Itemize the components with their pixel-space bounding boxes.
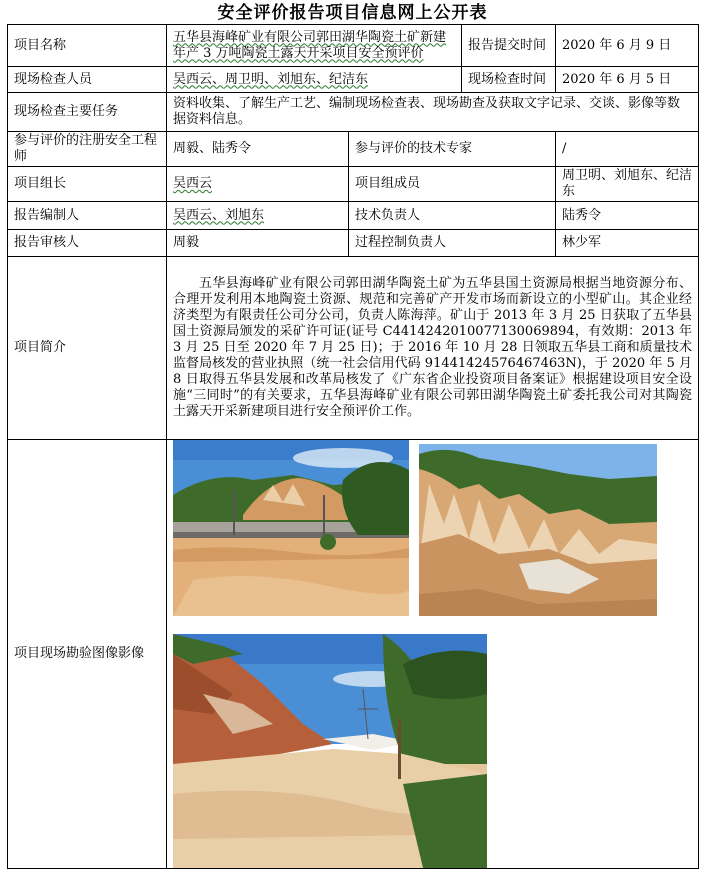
row-tasks (8, 93, 699, 132)
info-table (7, 24, 699, 869)
value-members: 周卫明、刘旭东、纪洁东 (556, 167, 699, 202)
label-engineers: 参与评价的注册安全工程师 (8, 132, 167, 167)
row-photos (8, 440, 699, 869)
value-submit-time: 2020 年 6 月 9 日 (556, 25, 699, 67)
site-photo-eroded-pit (419, 444, 657, 616)
value-tech-lead: 陆秀令 (556, 202, 699, 230)
label-submit-time: 报告提交时间 (462, 25, 556, 67)
value-engineers: 周毅、陆秀令 (167, 132, 349, 167)
label-experts: 参与评价的技术专家 (349, 132, 556, 167)
label-tasks: 现场检查主要任务 (8, 93, 167, 132)
label-inspect-time: 现场检查时间 (462, 67, 556, 93)
value-leader: 吴西云 (167, 167, 349, 202)
label-compiler: 报告编制人 (8, 202, 167, 230)
row-project-name (8, 25, 699, 67)
value-reviewer: 周毅 (167, 230, 349, 257)
photos-cell (167, 440, 699, 869)
label-inspectors: 现场检查人员 (8, 67, 167, 93)
site-photo-road-and-slope (173, 440, 409, 616)
page-title: 安全评价报告项目信息网上公开表 (217, 3, 488, 23)
row-compiler (8, 202, 699, 230)
row-reviewer (8, 230, 699, 257)
value-project-name: 五华县海峰矿业有限公司郭田湖华陶瓷土矿新建年产 3 万吨陶瓷土露天开采项目安全预评价 (167, 25, 462, 67)
value-inspect-time: 2020 年 6 月 5 日 (556, 67, 699, 93)
label-project-name: 项目名称 (8, 25, 167, 67)
label-reviewer: 报告审核人 (8, 230, 167, 257)
label-tech-lead: 技术负责人 (349, 202, 556, 230)
value-inspectors: 吴西云、周卫明、刘旭东、纪洁东 (167, 67, 462, 93)
label-members: 项目组成员 (349, 167, 556, 202)
value-intro: 五华县海峰矿业有限公司郭田湖华陶瓷土矿为五华县国土资源局根据当地资源分布、合理开发利用本地陶瓷土资源、规范和完善矿产开发市场而新设立的小型矿山。其企业经济类型为有限责任公司分公司，负责人陈海萍。矿山于 2013 年 3 月 25 日获取了五华县国土资源局颁发的采矿许可证(证号 C4414242010077130069894，有效期：2013 年 3 月 25 日至 2020 年 7 月 25 日)；于 2016 年 10 月 28 日领取五华县工商和质量技术监督局核发的营业执照（统一社会信用代码 91441424576467463N)，于 2020 年 5 月 8 日取得五华县发展和改革局核发了《广东省企业投资项目备案证》根据建设项目安全设施“三同时”的有关要求，五华县海峰矿业有限公司郭田湖华陶瓷土矿委托我公司对其陶瓷土露天开采新建项目进行安全预评价工作。 (167, 257, 699, 440)
label-process-control: 过程控制负责人 (349, 230, 556, 257)
label-photos: 项目现场勘验图像影像 (8, 440, 167, 869)
row-inspectors (8, 67, 699, 93)
site-photo-haul-road (173, 634, 487, 868)
value-tasks: 资料收集、了解生产工艺、编制现场检查表、现场勘查及获取文字记录、交谈、影像等数据资料信息。 (167, 93, 699, 132)
row-intro (8, 257, 699, 440)
row-engineers (8, 132, 699, 167)
row-leader (8, 167, 699, 202)
label-leader: 项目组长 (8, 167, 167, 202)
value-compiler: 吴西云、刘旭东 (167, 202, 349, 230)
value-process-control: 林少军 (556, 230, 699, 257)
value-experts: / (556, 132, 699, 167)
label-intro: 项目简介 (8, 257, 167, 440)
